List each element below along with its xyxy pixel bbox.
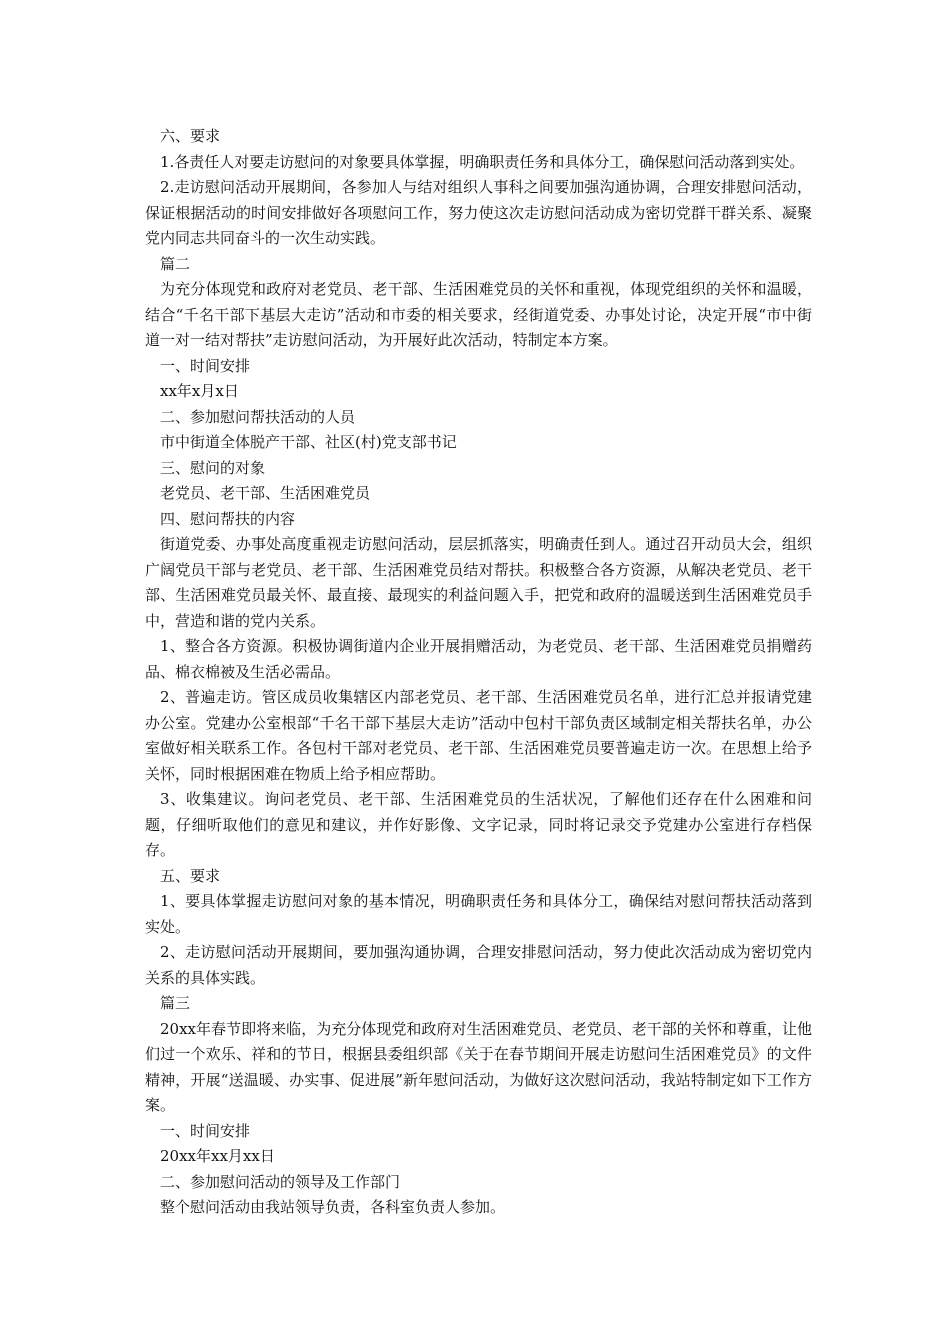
section-heading: 六、要求	[160, 127, 221, 145]
body-paragraph: 为充分体现党和政府对老党员、老干部、生活困难党员的关怀和重视，体现党组织的关怀和温暖，结合“千名干部下基层大走访”活动和市委的相关要求，经街道党委、办事处讨论，决定开展“市中街道一对一结对帮扶”走访慰问活动，为开展好此次活动，特制定本方案。	[145, 280, 812, 349]
body-paragraph: 1、整合各方资源。积极协调街道内企业开展捐赠活动，为老党员、老干部、生活困难党员捐赠药品、棉衣棉被及生活必需品。	[145, 637, 812, 681]
section-heading: 一、时间安排	[160, 356, 251, 375]
body-paragraph: 20xx年xx月xx日	[160, 1147, 275, 1165]
body-paragraph: 1、要具体掌握走访慰问对象的基本情况，明确职责任务和具体分工，确保结对慰问帮扶活动落到实处。	[145, 892, 812, 936]
body-paragraph: 1.各责任人对要走访慰问的对象要具体掌握，明确职责任务和具体分工，确保慰问活动落到实处。	[160, 152, 805, 171]
part-heading: 篇二	[160, 254, 191, 273]
section-heading: 二、参加慰问活动的领导及工作部门	[160, 1172, 401, 1191]
document-page	[145, 124, 812, 1221]
body-paragraph: 2、走访慰问活动开展期间，要加强沟通协调，合理安排慰问活动，努力使此次活动成为密切党内关系的具体实践。	[145, 943, 812, 987]
section-heading: 五、要求	[160, 866, 221, 885]
section-heading: 一、时间安排	[160, 1121, 251, 1140]
body-paragraph: 整个慰问活动由我站领导负责，各科室负责人参加。	[160, 1198, 506, 1216]
section-heading: 二、参加慰问帮扶活动的人员	[160, 407, 356, 426]
section-heading: 三、慰问的对象	[160, 458, 266, 477]
section-heading: 四、慰问帮扶的内容	[160, 509, 296, 528]
body-paragraph: 3、收集建议。询问老党员、老干部、生活困难党员的生活状况，了解他们还存在什么困难和问题，仔细听取他们的意见和建议，并作好影像、文字记录，同时将记录交予党建办公室进行存档保存。	[145, 790, 812, 859]
body-paragraph: xx年x月x日	[160, 382, 239, 400]
body-paragraph: 20xx年春节即将来临，为充分体现党和政府对生活困难党员、老党员、老干部的关怀和尊重，让他们过一个欢乐、祥和的节日，根据县委组织部《关于在春节期间开展走访慰问生活困难党员》的文件精神，开展“送温暖、办实事、促进展”新年慰问活动，为做好这次慰问活动，我站特制定如下工作方案。	[145, 1019, 812, 1114]
body-paragraph: 老党员、老干部、生活困难党员	[160, 484, 371, 502]
part-heading: 篇三	[160, 994, 191, 1012]
body-paragraph: 市中街道全体脱产干部、社区(村)党支部书记	[160, 433, 457, 451]
body-paragraph: 2.走访慰问活动开展期间，各参加人与结对组织人事科之间要加强沟通协调，合理安排慰问活动，保证根据活动的时间安排做好各项慰问工作，努力使这次走访慰问活动成为密切党群干群关系、凝聚党内同志共同奋斗的一次生动实践。	[145, 178, 812, 247]
body-paragraph: 街道党委、办事处高度重视走访慰问活动，层层抓落实，明确责任到人。通过召开动员大会，组织广阔党员干部与老党员、老干部、生活困难党员结对帮扶。积极整合各方资源，从解决老党员、老干部、生活困难党员最关怀、最直接、最现实的利益问题入手，把党和政府的温暖送到生活困难党员手中，营造和谐的党内关系。	[145, 535, 812, 630]
body-paragraph: 2、普遍走访。管区成员收集辖区内部老党员、老干部、生活困难党员名单，进行汇总并报请党建办公室。党建办公室根部“千名干部下基层大走访”活动中包村干部负责区域制定相关帮扶名单，办公室做好相关联系工作。各包村干部对老党员、老干部、生活困难党员要普遍走访一次。在思想上给予关怀，同时根据困难在物质上给予相应帮助。	[145, 688, 812, 783]
